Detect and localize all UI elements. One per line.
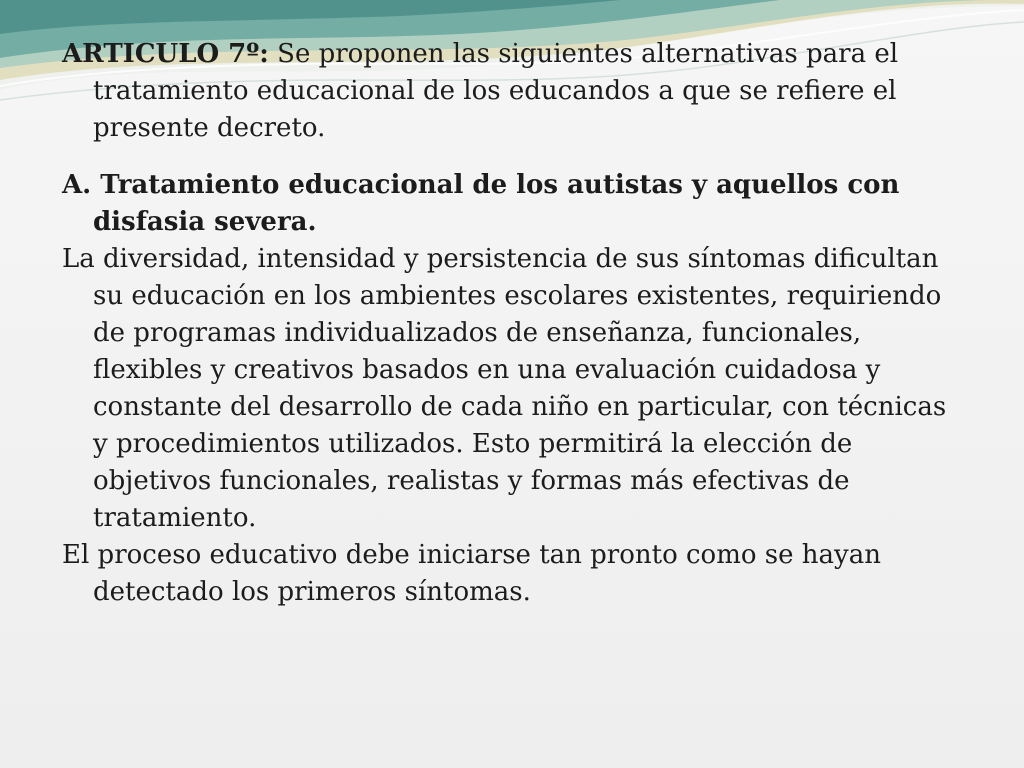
article-paragraph: [62, 36, 962, 147]
section-a-paragraph-2: El proceso educativo debe iniciarse tan pronto como se hayan detectado los primeros síntomas.: [62, 540, 881, 607]
article-text: Se proponen las siguientes alternativas para el tratamiento educacional de los educandos a que se refiere el presente decreto.: [93, 39, 899, 143]
section-a-paragraph-1: La diversidad, intensidad y persistencia de sus síntomas dificultan su educación en los ambientes escolares existentes, requiriendo de programas individualizados de enseñanza, funcionales, flexibles y creativos basados en una evaluación cuidadosa y constante del desarrollo de cada niño en particular, con técnicas y procedimientos utilizados. Esto permitirá la elección de objetivos funcionales, realistas y formas más efectivas de tratamiento.: [62, 244, 947, 533]
article-heading: ARTICULO 7º:: [62, 39, 269, 69]
section-a-title: A. Tratamiento educacional de los autistas y aquellos con disfasia severa.: [62, 170, 900, 237]
spacer: [62, 147, 962, 167]
slide-content: [62, 36, 962, 611]
